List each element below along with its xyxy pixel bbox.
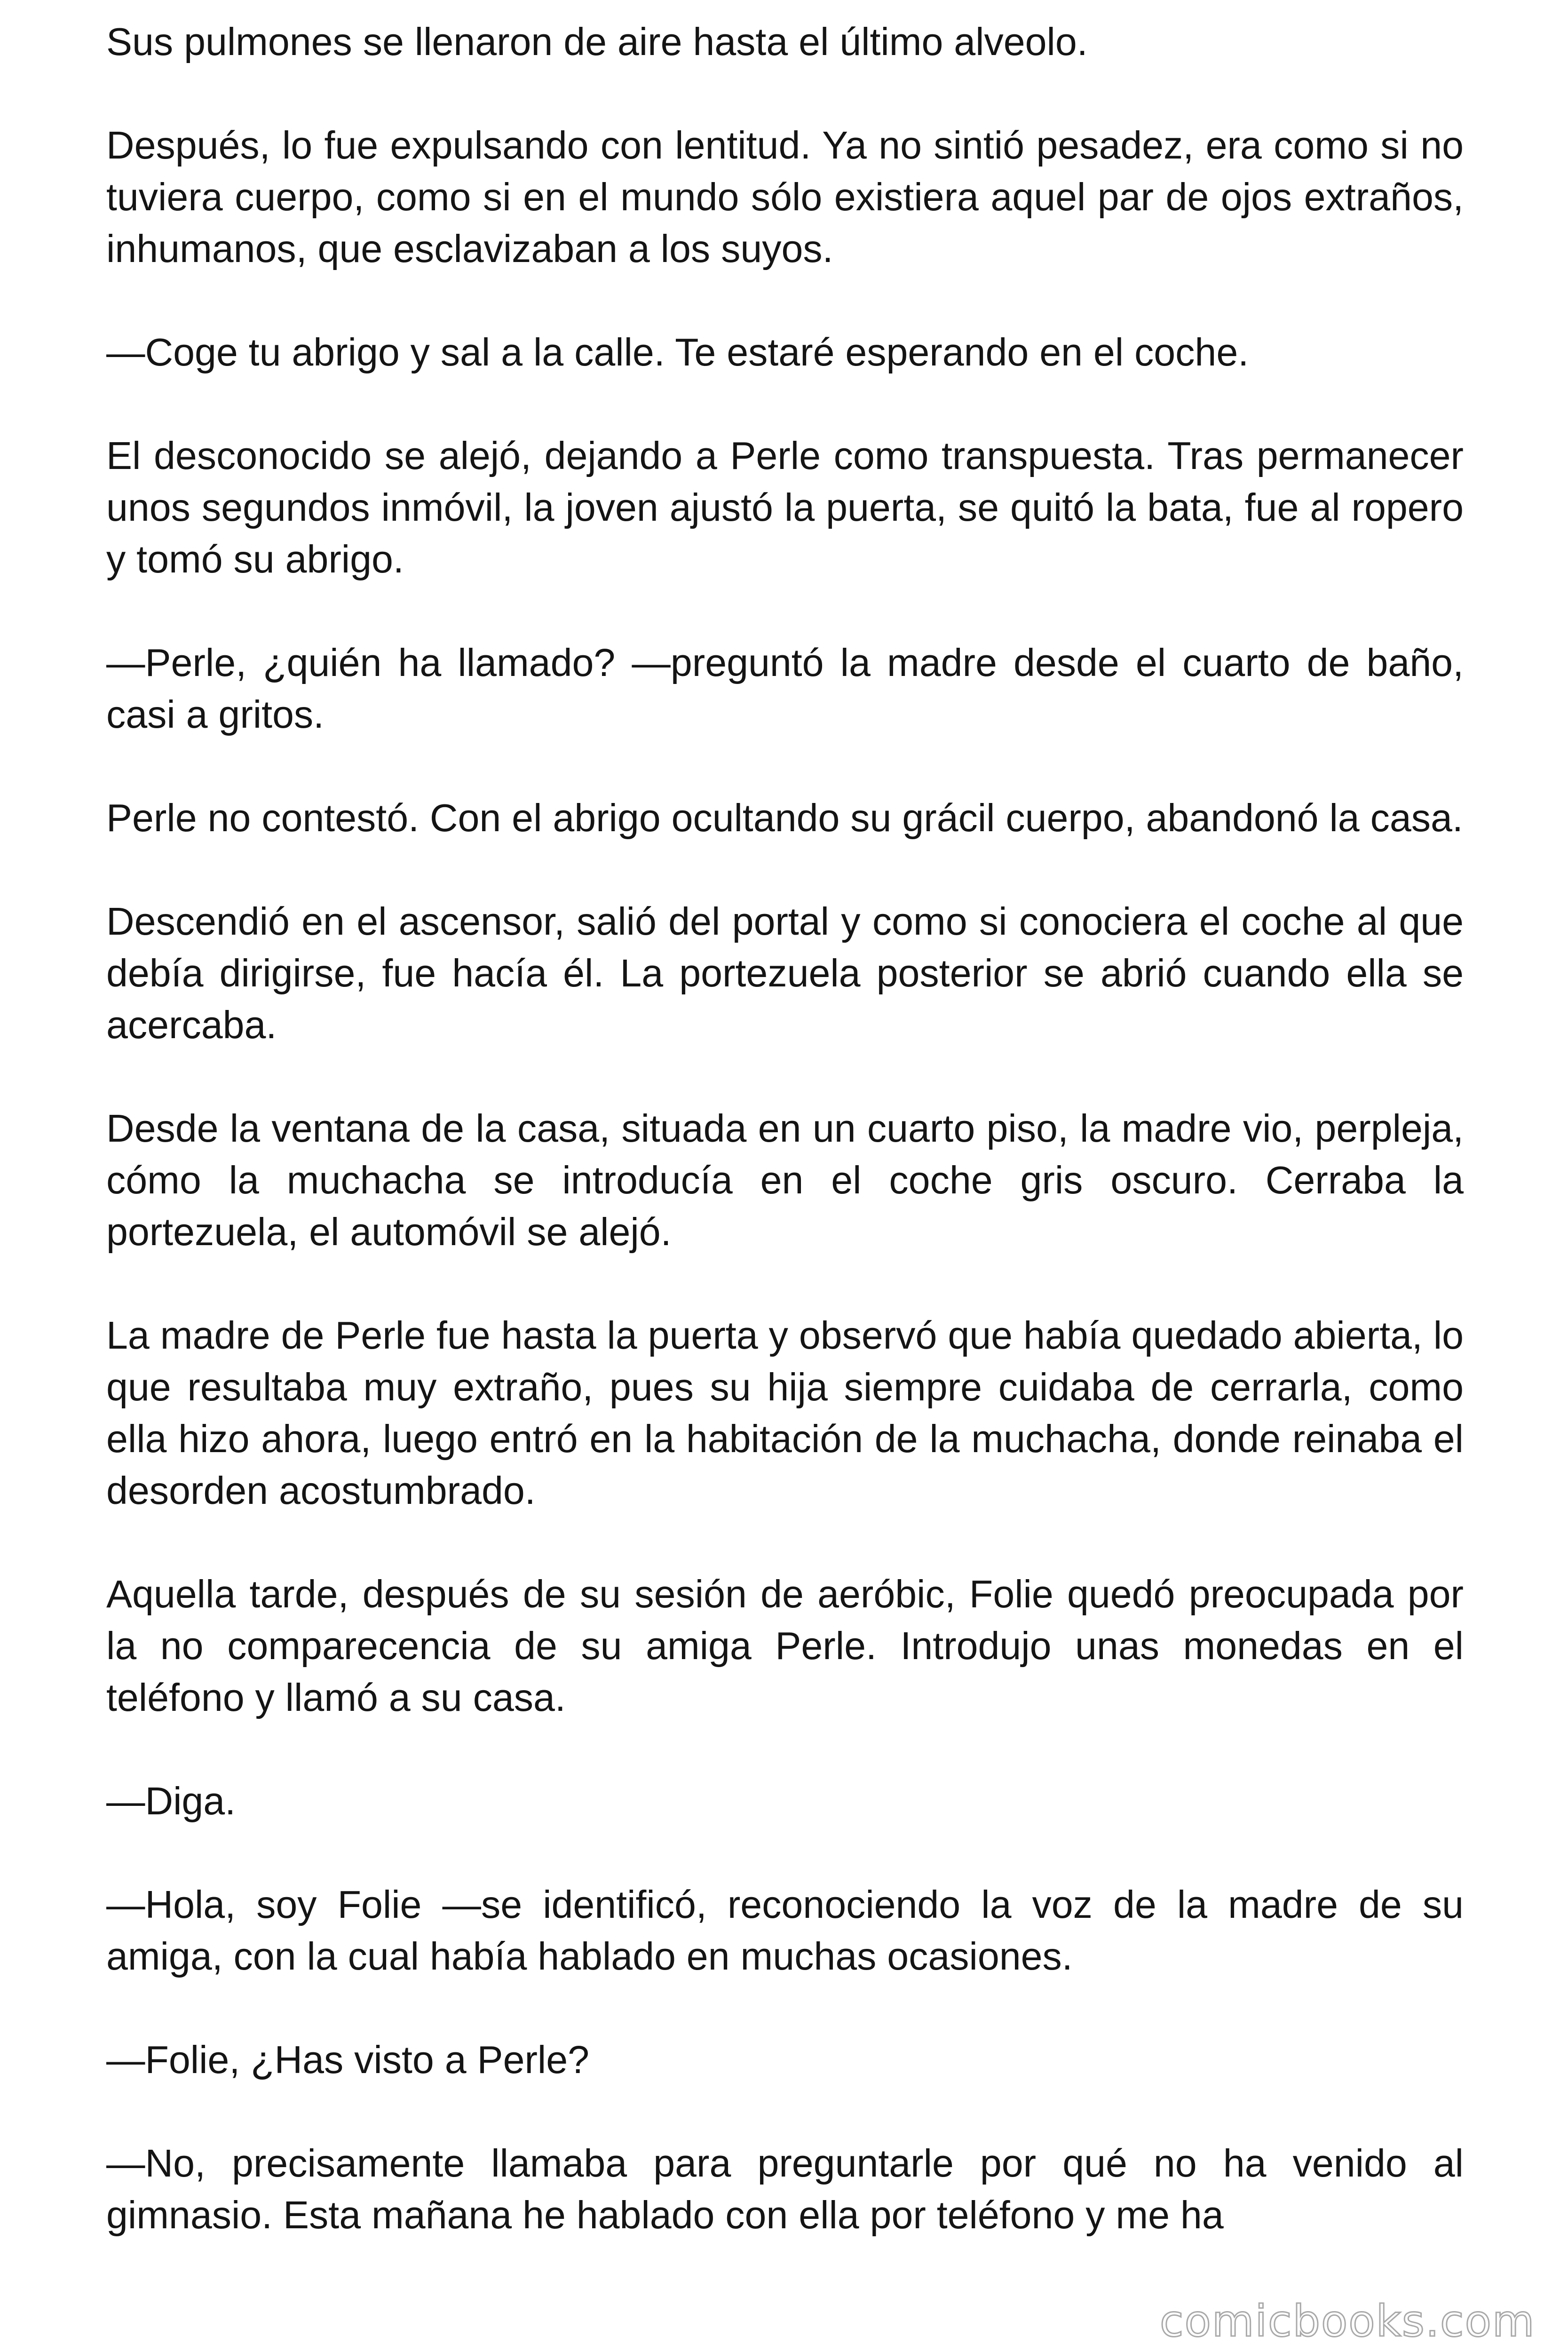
- paragraph: —Coge tu abrigo y sal a la calle. Te estaré esperando en el coche.: [106, 331, 1249, 374]
- paragraph: La madre de Perle fue hasta la puerta y observó que había quedado abierta, lo que resultaba muy extraño, pues su hija siempre cuidaba de cerrarla, como ella hizo ahora, luego entró en la habitación de la muchacha, donde reinaba el desorden acostumbrado.: [106, 1314, 1464, 1512]
- paragraph: El desconocido se alejó, dejando a Perle como transpuesta. Tras permanecer unos segundos inmóvil, la joven ajustó la puerta, se quitó la bata, fue al ropero y tomó su abrigo.: [106, 434, 1464, 581]
- paragraph: Desde la ventana de la casa, situada en un cuarto piso, la madre vio, perpleja, cómo la muchacha se introducía en el coche gris oscuro. Cerraba la portezuela, el automóvil se alejó.: [106, 1107, 1464, 1254]
- paragraph: Después, lo fue expulsando con lentitud. Ya no sintió pesadez, era como si no tuviera cuerpo, como si en el mundo sólo existiera aquel par de ojos extraños, inhumanos, que esclavizaban a los suyos.: [106, 124, 1464, 270]
- paragraph: —No, precisamente llamaba para preguntarle por qué no ha venido al gimnasio. Esta mañana he hablado con ella por teléfono y me ha: [106, 2142, 1464, 2237]
- paragraph: Perle no contestó. Con el abrigo ocultando su grácil cuerpo, abandonó la casa.: [106, 796, 1463, 840]
- paragraph: —Perle, ¿quién ha llamado? —preguntó la madre desde el cuarto de baño, casi a gritos.: [106, 641, 1464, 736]
- paragraph: —Folie, ¿Has visto a Perle?: [106, 2038, 590, 2082]
- paragraph: Descendió en el ascensor, salió del portal y como si conociera el coche al que debía dirigirse, fue hacía él. La portezuela posterior se abrió cuando ella se acercaba.: [106, 900, 1464, 1047]
- watermark-logo: comicbooks.com: [1160, 2296, 1536, 2346]
- text-column: [106, 16, 1464, 2241]
- paragraph: Aquella tarde, después de su sesión de aeróbic, Folie quedó preocupada por la no comparecencia de su amiga Perle. Introdujo unas monedas en el teléfono y llamó a su casa.: [106, 1573, 1464, 1719]
- paragraph: —Diga.: [106, 1780, 236, 1823]
- paragraph: —Hola, soy Folie —se identificó, reconociendo la voz de la madre de su amiga, con la cual había hablado en muchas ocasiones.: [106, 1883, 1464, 1978]
- paragraph: Sus pulmones se llenaron de aire hasta el último alveolo.: [106, 20, 1088, 64]
